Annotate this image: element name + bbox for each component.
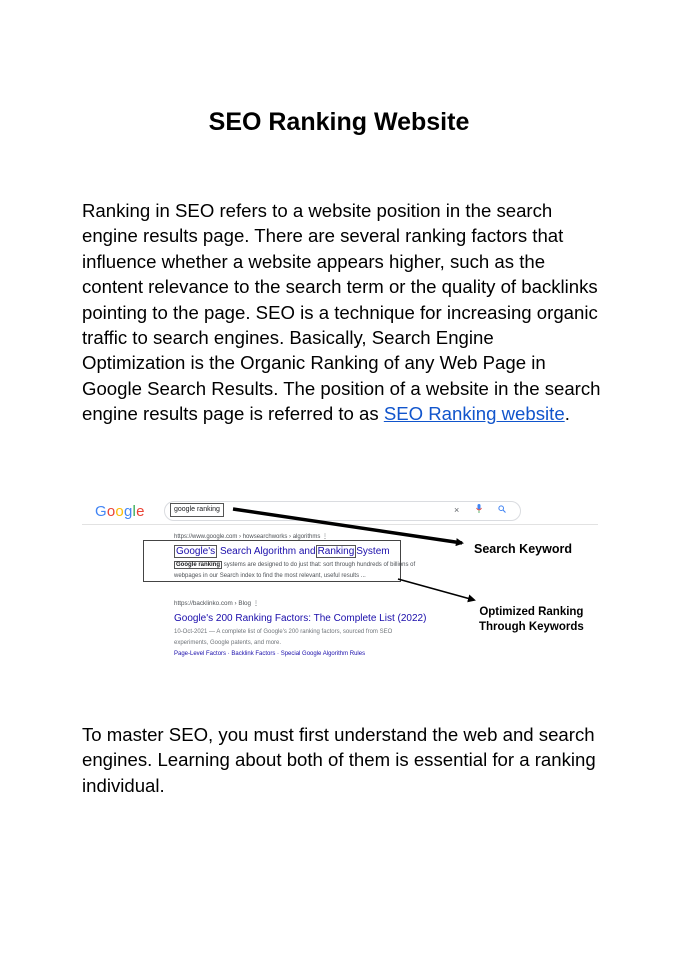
result1-title-keyword: Google's (176, 546, 216, 557)
result1-snippet-keyword: Google ranking (176, 562, 221, 568)
clear-icon: × (454, 505, 460, 515)
annotation-line: Optimized Ranking (479, 606, 584, 618)
result1-snippet-line2: webpages in our Search index to find the most relevant, useful results ... (174, 573, 366, 579)
result1-title-end: System (356, 546, 390, 557)
result2-snippet-line2: experiments, Google patents, and more. (174, 640, 282, 646)
result1-url: https://www.google.com › howsearchworks › algorithms ⋮ (174, 534, 329, 540)
page-title: SEO Ranking Website (208, 108, 470, 136)
annotation-search-keyword: Search Keyword (474, 542, 572, 556)
logo-letter: l (132, 503, 137, 520)
arrow-to-optimized-ranking (398, 579, 474, 600)
logo-letter: e (136, 503, 145, 520)
result2-url: https://backlinko.com › Blog ⋮ (174, 600, 260, 607)
search-query: google ranking (170, 503, 224, 517)
result2-snippet-line1: 10-Oct-2021 — A complete list of Google's 200 ranking factors, sourced from SEO (174, 629, 393, 635)
result1-snippet-line1: systems are designed to do just that: sort through hundreds of billions of (223, 562, 416, 568)
intro-end: . (564, 403, 570, 425)
google-search-screenshot (82, 495, 598, 670)
annotation-arrows (82, 495, 598, 670)
logo-letter: o (106, 503, 116, 520)
result1-title-mid: Search Algorithm and (219, 546, 316, 557)
logo-letter: g (123, 503, 133, 520)
annotation-line: Through Keywords (479, 620, 584, 633)
intro-text: Ranking in SEO refers to a website position in the search engine results page. There are several ranking factors that influence whether a website appears higher, such as the content relevance to the search term or the quality of backlinks pointing to the page. SEO is a technique for increasing organic traffic to search engines. Basically, Search Engine Optimization is the Organic Ranking of any Web Page in Google Search Results. The position of a website in the search engine results page is referred to as (82, 200, 601, 425)
result2-sitelinks: Page-Level Factors · Backlink Factors · Special Google Algorithm Rules (174, 651, 366, 657)
logo-letter: G (95, 503, 107, 520)
seo-ranking-website-link[interactable]: SEO Ranking website (383, 403, 565, 425)
closing-paragraph: To master SEO, you must first understand the web and search engines. Learning about both of them is essential for a ranking individual. (82, 724, 596, 796)
result2-title: Google's 200 Ranking Factors: The Complete List (2022) (174, 613, 427, 624)
intro-paragraph (82, 198, 602, 427)
arrow-to-search-keyword (233, 509, 462, 543)
annotation-optimized-ranking (479, 605, 584, 634)
logo-letter: o (115, 503, 124, 520)
result1-title-keyword: Ranking (317, 546, 355, 557)
